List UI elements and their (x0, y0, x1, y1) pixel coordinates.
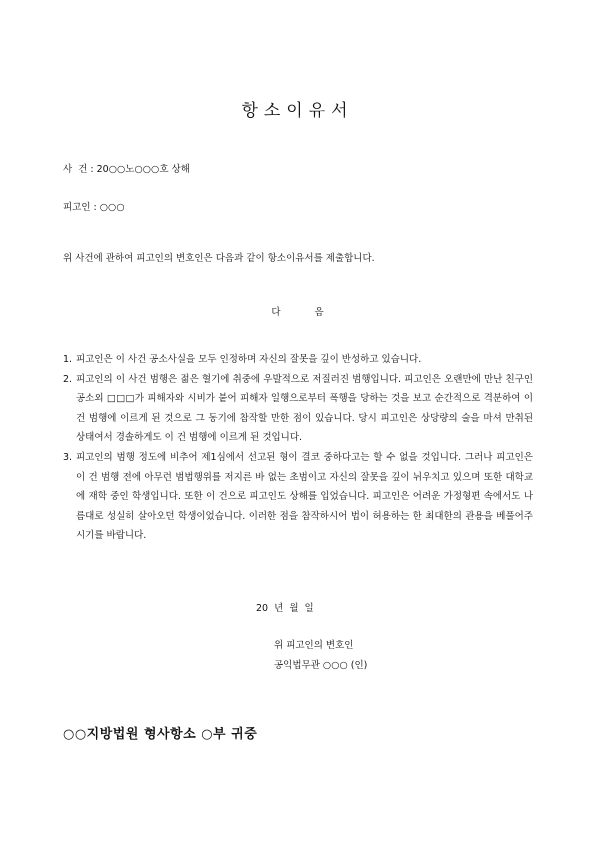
list-item-number: 3. (63, 451, 73, 463)
defendant-line: 피고인 : ○○○ (63, 202, 125, 213)
lawyer-signature: 공익법무관 ○○○ (인) (274, 660, 368, 671)
list-item (63, 350, 533, 370)
list-item-number: 2. (63, 373, 73, 385)
list-item-text: 피고인은 이 사건 공소사실을 모두 인정하며 자신의 잘못을 깊이 반성하고 있습니다. (76, 354, 422, 365)
list-item (63, 448, 533, 546)
list-item-text: 피고인의 범행 정도에 비추어 제1심에서 선고된 형이 결코 중하다고는 할 수 없을 것입니다. 그러나 피고인은 이 건 범행 전에 아무런 범법행위를 저지른 바 없는 초범이고 자신의 잘못을 깊이 뉘우치고 있으며 또한 대학교에 재학 중인 학생입니다. 또한 이 건으로 피고인도 상해를 입었습니다. 피고인은 어려운 가정형편 속에서도 나름대로 성실히 살아오던 학생이었습니다. 이러한 점을 참작하시어 법이 허용하는 한 최대한의 관용을 베풀어주시기를 바랍니다. (76, 451, 533, 542)
date-line: 20 년 월 일 (256, 603, 314, 614)
intro-paragraph: 위 사건에 관하여 피고인의 변호인은 다음과 같이 항소이유서를 제출합니다. (63, 253, 375, 264)
reasons-list (63, 350, 533, 546)
court-addressee: ○○지방법원 형사항소 ○부 귀중 (63, 727, 258, 742)
list-item-number: 1. (63, 354, 73, 365)
list-item-text: 피고인의 이 사건 범행은 젊은 혈기에 취중에 우발적으로 저질러진 범행입니다. 피고인은 오랜만에 만난 친구인 공소외 □□□가 피해자와 시비가 붙어 피해자 일행으로부터 폭행을 당하는 것을 보고 순간적으로 격분하여 이 건 범행에 이르게 된 것으로 그 동기에 참작할 만한 점이 있습니다. 당시 피고인은 상당량의 술을 마셔 만취된 상태여서 경솔하게도 이 건 범행에 이르게 된 것입니다. (76, 373, 533, 444)
section-heading-right: 음 (314, 307, 324, 318)
list-item (63, 370, 533, 448)
section-heading-left: 다 (271, 307, 281, 318)
section-heading (0, 304, 595, 318)
case-number-line: 사 건 : 20○○노○○○호 상해 (63, 164, 190, 175)
lawyer-label: 위 피고인의 변호인 (274, 640, 354, 651)
document-title: 항소이유서 (241, 101, 354, 121)
